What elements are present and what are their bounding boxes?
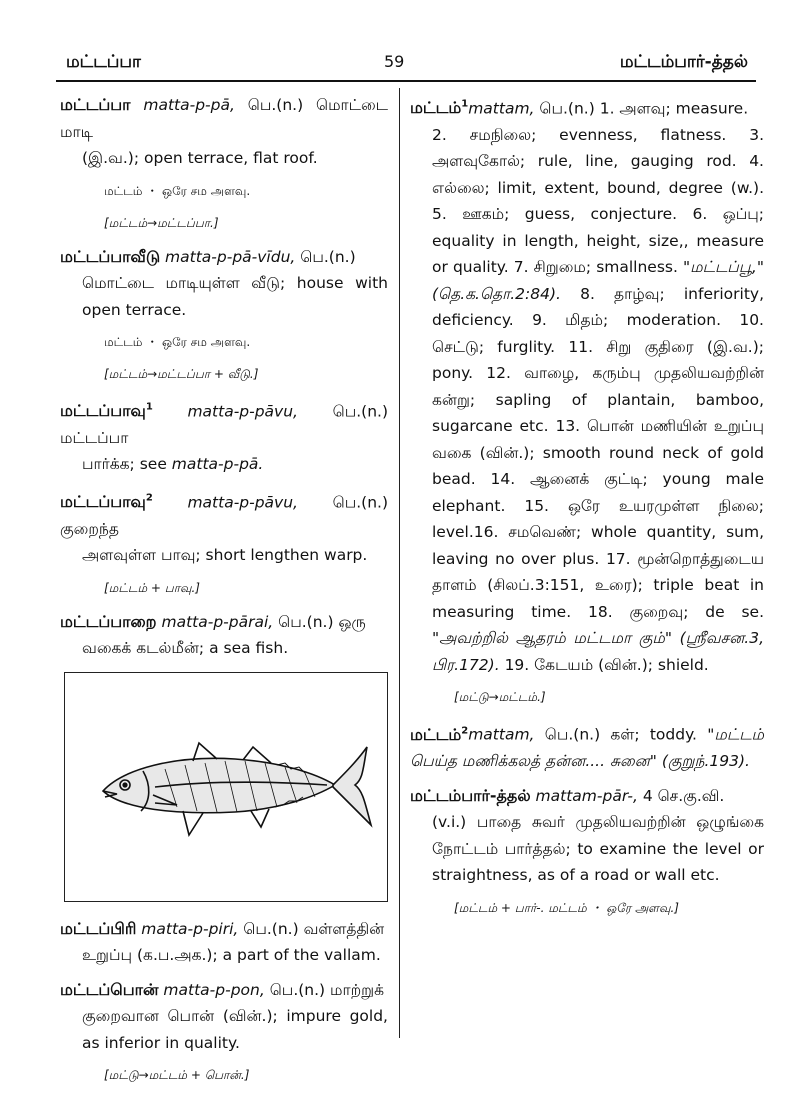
definition: வகைக் கடல்மீன்; a sea fish. [82,639,289,658]
etymology: [மட்டு→மட்டம்.] [454,690,546,705]
etymology-note: மட்டம் ・ ஒரே சம அளவு. [104,183,251,198]
entry-mattappavu-2 [60,486,388,569]
headword: மட்டப்பாவீடு [60,246,161,266]
left-column [60,92,388,1096]
entry-mattam-1 [410,92,764,678]
part-of-speech: பெ.(n.) ஒரு [278,612,366,631]
entry-mattappon [60,977,388,1057]
headword: மட்டம்$^2$ [410,724,469,744]
entry-mattapparai [60,609,388,662]
entry-mattappa [60,92,388,172]
part-of-speech: பெ.(n.) வள்ளத்தின் [243,919,385,938]
definition: பார்க்க; see matta-p-pā. [82,455,264,474]
transliteration: matta-p-piri, [141,919,239,938]
etymology: [மட்டம்→மட்டப்பா + வீடு.] [104,367,259,381]
headword: மட்டப்பாவு$^1$ [60,401,153,421]
entry-mattappavidu [60,244,388,324]
etymology: [மட்டு→மட்டம் + பொன்.] [104,1068,250,1083]
transliteration: matta-p-pon, [163,980,265,999]
part-of-speech: பெ.(n.) மாற்றுக் [269,980,385,999]
sea-fish-icon [65,673,387,901]
etymology: [மட்டம் + பாவு.] [104,580,200,595]
headword: மட்டம்பார்-த்தல் [410,785,531,805]
headword: மட்டம்$^1$ [410,98,469,118]
right-column [410,92,764,929]
definition: (இ.வ.); open terrace, flat roof. [82,149,318,167]
definition: அளவுள்ள பாவு; short lengthen warp. [82,546,368,565]
transliteration: mattam-pār-, [535,786,638,805]
part-of-speech: பெ.(n.) மட்டப்பா [60,402,388,447]
transliteration: matta-p-pāvu, [187,493,298,512]
entry-mattam-2 [410,718,764,774]
entry-mattappiri [60,916,388,969]
definition: 2. சமநிலை; evenness, flatness. 3. அளவுகோல்; rule, line, gauging rod. 4. எல்லை; limit, extent, bound, degree (w.). 5. ஊகம்; guess, conjecture. 6. ஒப்பு; equality in length, height, size,, measure or quality. 7. சிறுமை; smallness. "மட்டப்பூ," (தெ.க.தொ.2:84). 8. தாழ்வு; inferiority, deficiency. 9. மிதம்; moderation. 10. செட்டு; furglity. 11. சிறு குதிரை (இ.வ.); pony. 12. வாழை, கரும்பு முதலியவற்றின் கன்று; sapling of plantain, bamboo, sugarcane etc. 13. பொன் மணியின் உறுப்பு வகை (வின்.); smooth round neck of gold bead. 14. ஆனைக் குட்டி; young male elephant. 15. ஒரே உயரமுள்ள நிலை; level.16. சமவெண்; whole quantity, sum, leaving no over plus. 17. மூன்றொத்துடைய தாளம் (சிலப்.3:151, உரை); triple beat in measuring time. 18. குறைவு; de se. "அவற்றில் ஆதரம் மட்டமா கும்" (ஸ்ரீவசன.3, பிர.172). 19. கேடயம் (வின்.); shield. [432,125,764,674]
transliteration: matta-p-pā, [143,96,235,114]
etymology: [மட்டம்→மட்டப்பா.] [104,215,219,230]
part-of-speech: பெ.(n.) மொட்டை மாடி [60,96,388,141]
transliteration: matta-p-pāvu, [187,402,298,421]
definition: (v.i.) பாதை சுவர் முதலியவற்றின் ஒழுங்கை நோட்டம் பார்த்தல்; to examine the level or straightness, as of a road or wall etc. [432,813,764,885]
citation: "அவற்றில் ஆதரம் மட்டமா கும்" (ஸ்ரீவசன.3, பிர.172). [432,629,764,674]
definition: உறுப்பு (க.ப.அக.); a part of the vallam. [82,946,381,965]
citation: "மட்டம் பெய்த மணிக்கலத் தன்ன.... சுனை" (குறுந்.193). [410,725,764,771]
transliteration: mattam, [468,725,535,744]
fish-illustration [64,672,388,902]
headword: மட்டப்பிரி [60,918,137,938]
definition: மொட்டை மாடியுள்ள வீடு; house with open terrace. [82,274,388,319]
column-divider [399,88,400,1038]
citation: "மட்டப்பூ," (தெ.க.தொ.2:84). [432,258,764,303]
headword: மட்டப்பாவு$^2$ [60,492,153,512]
entry-mattampar [410,783,764,889]
headword: மட்டப்பொன் [60,979,159,999]
transliteration: matta-p-pārai, [161,612,274,631]
entry-mattappavu-1 [60,395,388,478]
page-number: 59 [384,52,405,71]
part-of-speech: பெ.(n.) [300,247,356,266]
transliteration: mattam, [468,99,535,118]
etymology: [மட்டம் + பார்-. மட்டம் ・ ஒரே அளவு.] [454,900,679,915]
header-rule [56,80,756,82]
part-of-speech: பெ.(n.) குறைந்த [60,493,388,538]
headword: மட்டப்பா [60,95,131,114]
header-left-guide-word: மட்டப்பா [66,52,141,72]
part-of-speech: பெ.(n.) கள்; toddy. [544,725,708,744]
transliteration: matta-p-pā-vīdu, [165,247,296,266]
part-of-speech: பெ.(n.) 1. அளவு; measure. [539,99,749,118]
etymology-note: மட்டம் ・ ஒரே சம அளவு. [104,335,251,349]
part-of-speech: 4 செ.கு.வி. [642,786,725,805]
headword: மட்டப்பாறை [60,611,157,631]
header-right-guide-word: மட்டம்பார்-த்தல் [619,52,748,72]
definition: குறைவான பொன் (வின்.); impure gold, as inferior in quality. [82,1007,388,1052]
